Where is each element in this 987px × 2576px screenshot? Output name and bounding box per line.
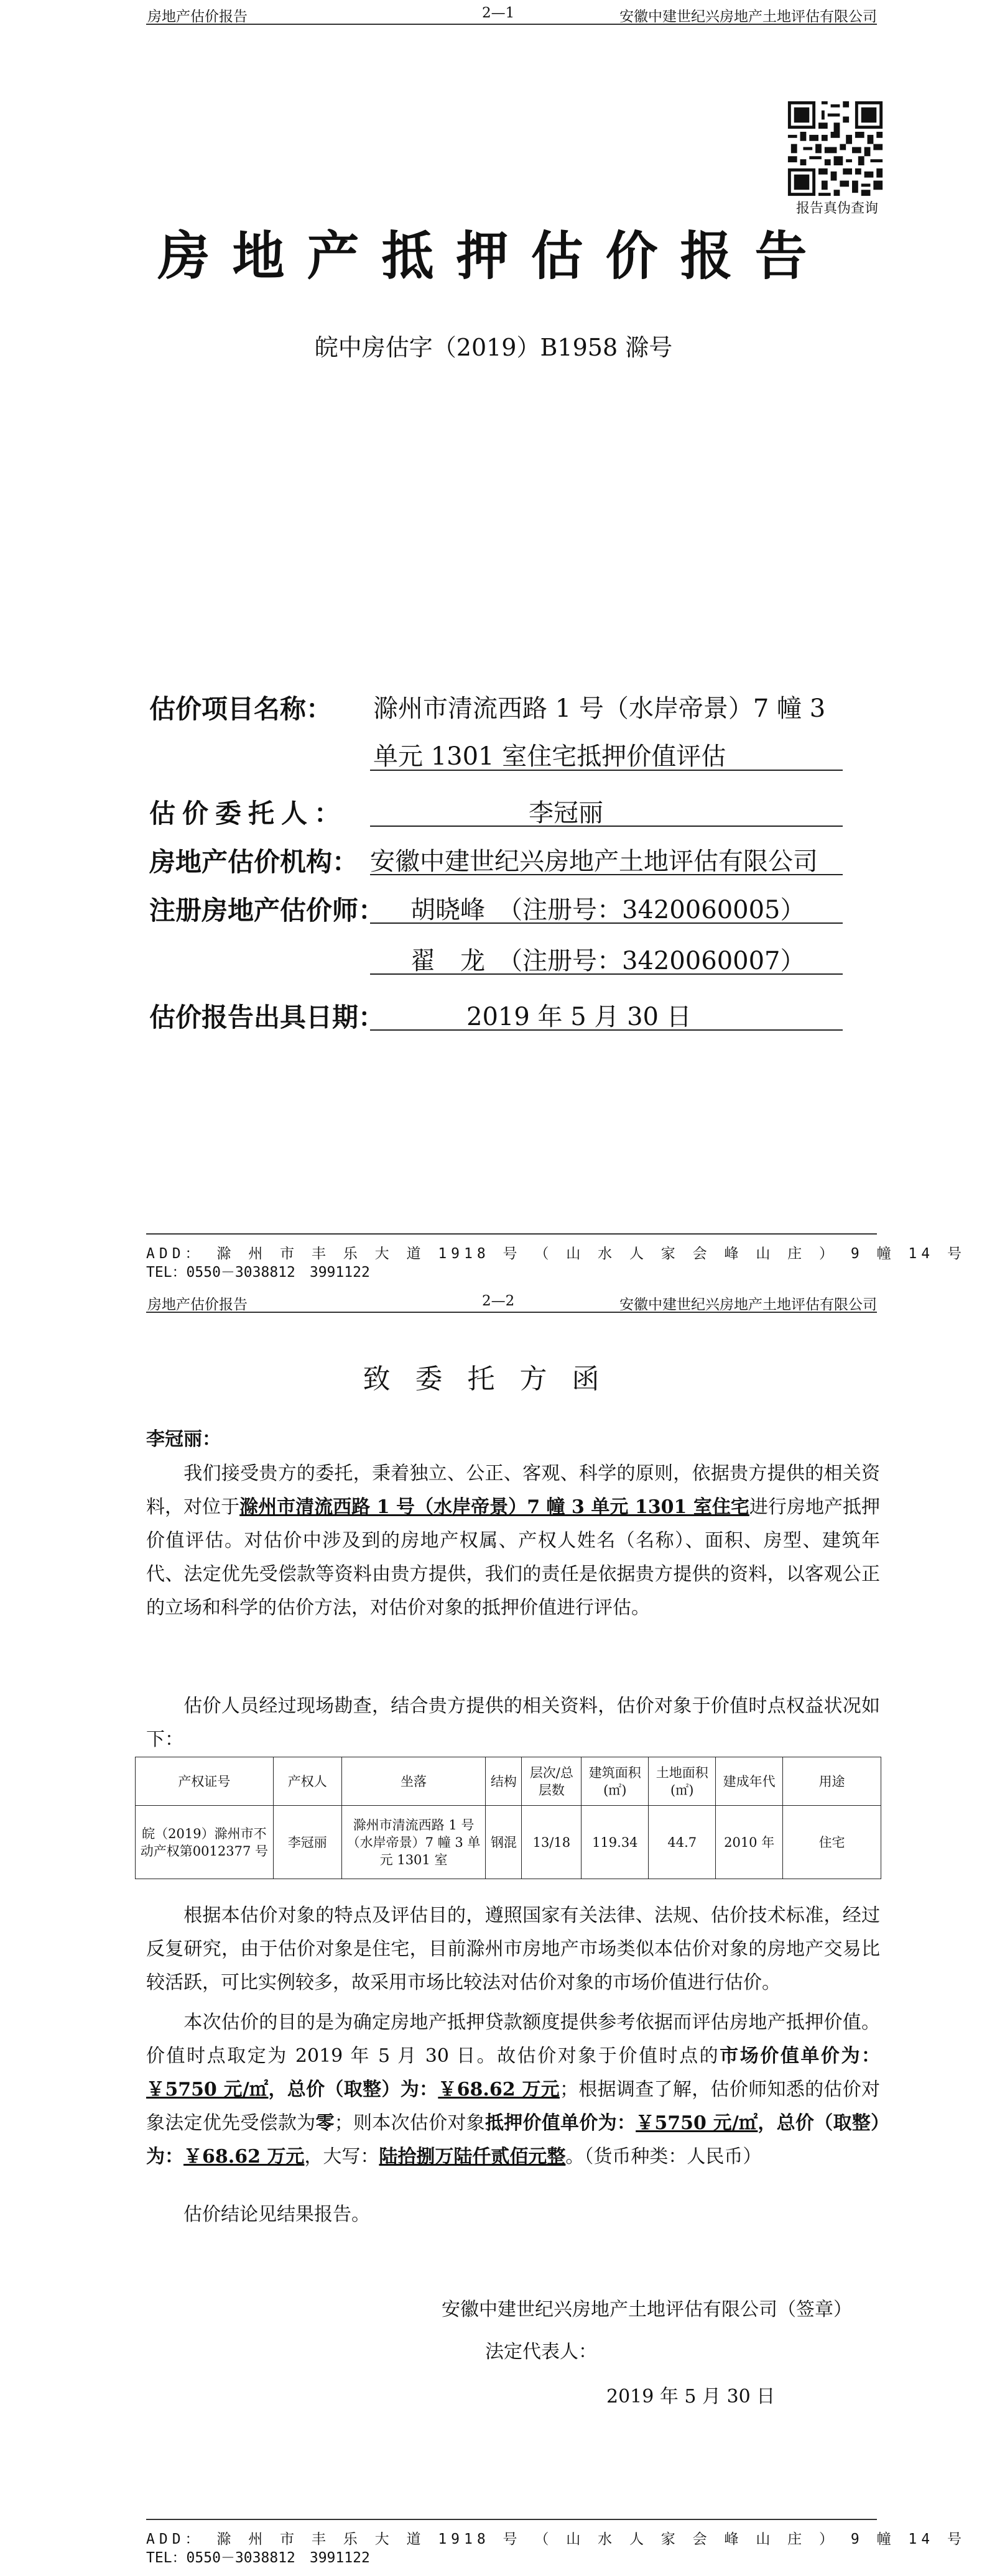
table-cell: 皖（2019）滁州市不动产权第0012377 号 <box>136 1806 274 1879</box>
paragraph-3 <box>146 1899 880 2000</box>
header-page-number: 2—1 <box>482 5 515 21</box>
para2-text: 估价人员经过现场勘查，结合贵方提供的相关资料，估价对象于价值时点权益状况如下： <box>146 1695 880 1750</box>
table-header: 坐落 <box>341 1757 486 1806</box>
signature-date: 2019 年 5 月 30 日 <box>606 2386 776 2408</box>
table-cell: 李冠丽 <box>273 1806 341 1879</box>
para4-text: 。（货币种类：人民币） <box>565 2146 762 2168</box>
table-header: 结构 <box>486 1757 522 1806</box>
para5-text: 估价结论见结果报告。 <box>183 2204 370 2225</box>
appraiser-2: 翟 龙 （注册号：3420060007） <box>410 947 805 975</box>
agency-label: 房地产估价机构： <box>149 847 359 877</box>
report-title: 房地产抵押估价报告 <box>157 225 830 287</box>
client-label: 估价委托人： <box>149 798 348 829</box>
table-header: 建成年代 <box>716 1757 783 1806</box>
market-unit-price-label: 市场价值单价为： <box>720 2045 881 2067</box>
client-value: 李冠丽 <box>529 799 603 827</box>
header-left: 房地产估价报告 <box>147 1297 248 1313</box>
footer-tel: TEL：0550－3038812 3991122 <box>146 2550 370 2566</box>
mortgage-unit-price-label: 抵押价值单价为： <box>484 2112 636 2134</box>
priority-amount: 零 <box>315 2112 335 2134</box>
table-cell: 2010 年 <box>716 1806 783 1879</box>
signature-company: 安徽中建世纪兴房地产土地评估有限公司（签章） <box>442 2299 852 2321</box>
table-cell: 44.7 <box>649 1806 716 1879</box>
underline <box>370 922 843 924</box>
property-address: 滁州市清流西路 1 号（水岸帝景）7 幢 3 单元 1301 室住宅 <box>239 1496 749 1518</box>
salutation: 李冠丽： <box>146 1428 221 1450</box>
para4-text: ；则本次估价对象 <box>334 2112 485 2134</box>
para1-text-end: 进行房地产抵押价值评估。对估价中涉及到的房地产权属、产权人姓名（名称）、面积、房型、建筑年代、法定优先受偿款等资料由贵方提供，我们的责任是依据贵方提供的资料，以客观公正的立场和科学的估价方法，对估价对象的抵押价值进行评估。 <box>146 1496 881 1619</box>
page-header <box>146 5 877 25</box>
qr-code-icon[interactable] <box>785 98 886 199</box>
para4-text: ，大写： <box>304 2146 379 2168</box>
market-total-label: ，总价（取整）为： <box>268 2079 438 2100</box>
date-value: 2019 年 5 月 30 日 <box>466 1003 692 1031</box>
paragraph-2 <box>146 1690 880 1757</box>
paragraph-1 <box>146 1457 880 1625</box>
report-cover-page <box>0 0 987 1286</box>
header-page-number: 2—2 <box>482 1293 515 1309</box>
table-cell: 13/18 <box>522 1806 582 1879</box>
paragraph-4 <box>146 2006 880 2174</box>
letter-title: 致委托方函 <box>363 1363 624 1395</box>
underline <box>370 1029 843 1031</box>
appraiser-1: 胡晓峰 （注册号：3420060005） <box>410 896 805 924</box>
page-header <box>146 1293 877 1313</box>
table-header: 产权人 <box>273 1757 341 1806</box>
table-cell: 119.34 <box>582 1806 649 1879</box>
footer-address: ADD： 滁 州 市 丰 乐 大 道 1918 号 （ 山 水 人 家 会 峰 山 庄 ） 9 幢 14 号 <box>146 1233 877 1263</box>
table-header-row <box>136 1757 881 1806</box>
header-left: 房地产估价报告 <box>147 9 248 25</box>
para3-text: 根据本估价对象的特点及评估目的，遵照国家有关法律、法规、估价技术标准，经过反复研究，由于估价对象是住宅，目前滁州市房地产市场类似本估价对象的房地产交易比较活跃，可比实例较多，故采用市场比较法对估价对象的市场价值进行估价。 <box>146 1905 880 1994</box>
appraiser-label: 注册房地产估价师： <box>149 895 385 926</box>
document-number: 皖中房估字（2019）B1958 滁号 <box>314 334 673 361</box>
mortgage-total: ￥68.62 万元 <box>183 2146 305 2168</box>
market-unit-price: ￥5750 元/㎡ <box>146 2079 269 2100</box>
table-cell: 钢混 <box>486 1806 522 1879</box>
legal-representative: 法定代表人： <box>485 2341 597 2363</box>
table-row <box>136 1806 881 1879</box>
market-total: ￥68.62 万元 <box>438 2079 560 2100</box>
table-header: 用途 <box>783 1757 881 1806</box>
header-company: 安徽中建世纪兴房地产土地评估有限公司 <box>619 1297 877 1313</box>
agency-value: 安徽中建世纪兴房地产土地评估有限公司 <box>370 847 818 876</box>
table-header: 建筑面积(㎡) <box>582 1757 649 1806</box>
underline <box>370 770 843 771</box>
footer-tel: TEL：0550－3038812 3991122 <box>146 1264 370 1281</box>
para4-text: ；根据调查了解，估价师知悉的估价对象法定优先受偿款为 <box>146 2079 881 2134</box>
underline <box>370 826 843 827</box>
underline <box>370 874 843 875</box>
para4-text: 本次估价的目的是为确定房地产抵押贷款额度提供参考依据而评估房地产抵押价值。价值时点取定为 2019 年 5 月 30 日。故估价对象于价值时点的 <box>146 2012 880 2067</box>
project-name-value-line2: 单元 1301 室住宅抵押价值评估 <box>373 742 726 771</box>
mortgage-unit-price: ￥5750 元/㎡ <box>636 2112 758 2134</box>
table-header: 层次/总层数 <box>522 1757 582 1806</box>
underline <box>370 973 843 975</box>
date-label: 估价报告出具日期： <box>149 1002 385 1033</box>
qr-caption: 报告真伪查询 <box>795 201 878 216</box>
project-name-value-line1: 滁州市清流西路 1 号（水岸帝景）7 幢 3 <box>373 694 826 723</box>
table-header: 土地面积(㎡) <box>649 1757 716 1806</box>
project-name-label: 估价项目名称： <box>149 694 333 724</box>
amount-in-words: 陆拾捌万陆仟贰佰元整 <box>379 2146 566 2168</box>
table-header: 产权证号 <box>136 1757 274 1806</box>
table-cell: 住宅 <box>783 1806 881 1879</box>
property-table <box>135 1757 881 1879</box>
header-company: 安徽中建世纪兴房地产土地评估有限公司 <box>619 9 877 25</box>
mortgage-total-label: ，总价（取整）为： <box>146 2112 881 2168</box>
table-cell: 滁州市清流西路 1 号（水岸帝景）7 幢 3 单元 1301 室 <box>341 1806 486 1879</box>
para1-text: 我们接受贵方的委托，秉着独立、公正、客观、科学的原则，依据贵方提供的相关资料，对位于 <box>146 1463 880 1518</box>
paragraph-5 <box>146 2198 880 2232</box>
footer-address: ADD： 滁 州 市 丰 乐 大 道 1918 号 （ 山 水 人 家 会 峰 山 庄 ） 9 幢 14 号 <box>146 2519 877 2548</box>
